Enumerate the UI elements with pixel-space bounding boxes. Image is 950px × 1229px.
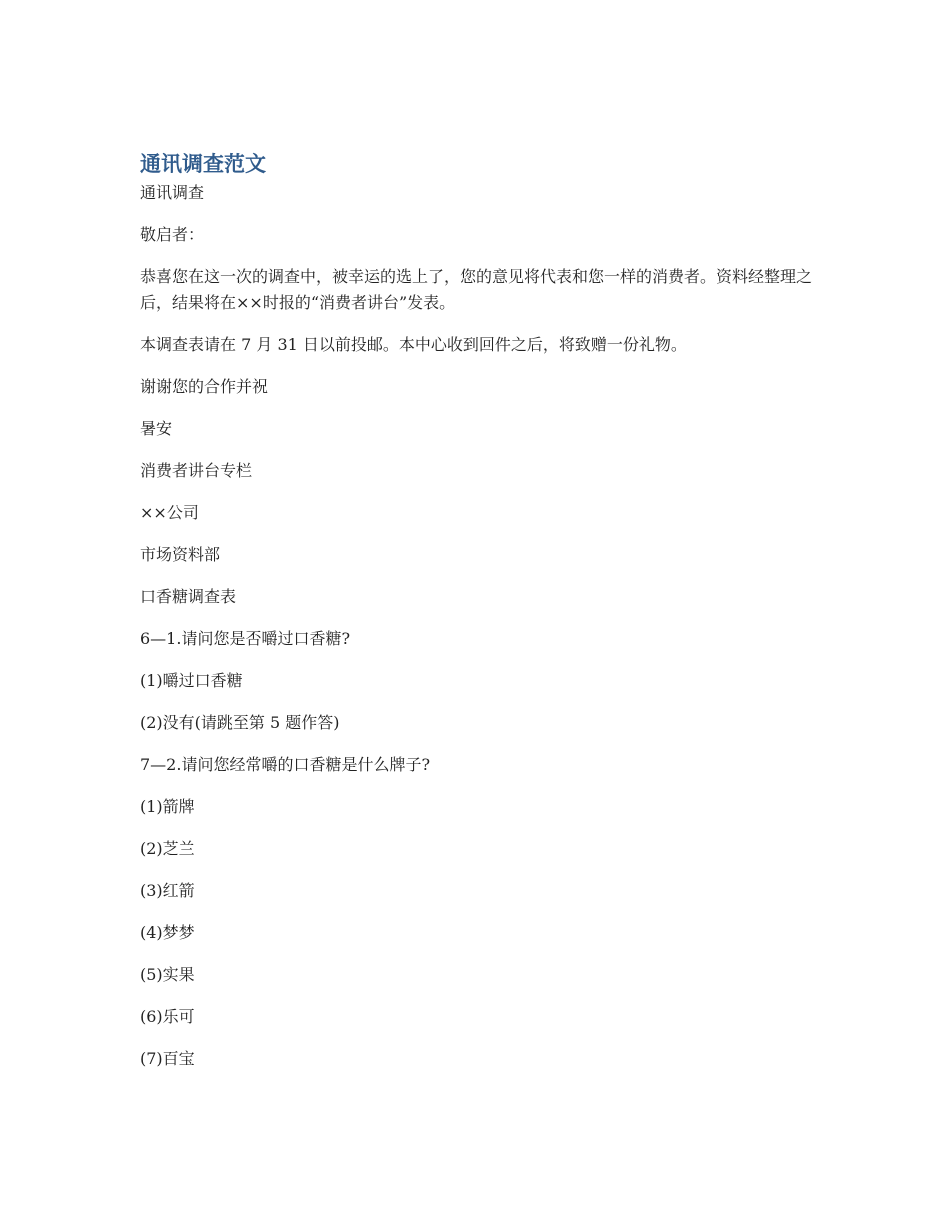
salutation: 敬启者： bbox=[140, 225, 205, 244]
survey-option: (5)实果 bbox=[140, 965, 195, 984]
survey-question: 6—1.请问您是否嚼过口香糖? bbox=[140, 629, 351, 648]
signature-department: 市场资料部 bbox=[140, 545, 221, 564]
survey-option: (6)乐可 bbox=[140, 1007, 195, 1026]
survey-option: (7)百宝 bbox=[140, 1049, 195, 1068]
closing-greeting: 暑安 bbox=[140, 419, 173, 438]
closing-line: 谢谢您的合作并祝 bbox=[140, 377, 269, 396]
survey-option: (2)芝兰 bbox=[140, 839, 195, 858]
survey-option: (3)红箭 bbox=[140, 881, 195, 900]
survey-title: 口香糖调查表 bbox=[140, 587, 237, 606]
body-paragraph: 本调查表请在 7 月 31 日以前投邮。本中心收到回件之后，将致赠一份礼物。 bbox=[140, 335, 687, 354]
survey-question: 7—2.请问您经常嚼的口香糖是什么牌子? bbox=[140, 755, 431, 774]
document-title: 通讯调查范文 bbox=[140, 152, 266, 176]
document-page bbox=[140, 148, 820, 1088]
survey-option: (1)嚼过口香糖 bbox=[140, 671, 243, 690]
signature-company: ××公司 bbox=[140, 503, 199, 522]
signature-column: 消费者讲台专栏 bbox=[140, 461, 253, 480]
body-paragraph: 恭喜您在这一次的调查中，被幸运的选上了，您的意见将代表和您一样的消费者。资料经整理之后，结果将在××时报的“消费者讲台”发表。 bbox=[140, 267, 813, 312]
survey-option: (2)没有(请跳至第 5 题作答) bbox=[140, 713, 340, 732]
document-subtitle: 通讯调查 bbox=[140, 183, 205, 202]
survey-option: (1)箭牌 bbox=[140, 797, 195, 816]
survey-option: (4)梦梦 bbox=[140, 923, 195, 942]
